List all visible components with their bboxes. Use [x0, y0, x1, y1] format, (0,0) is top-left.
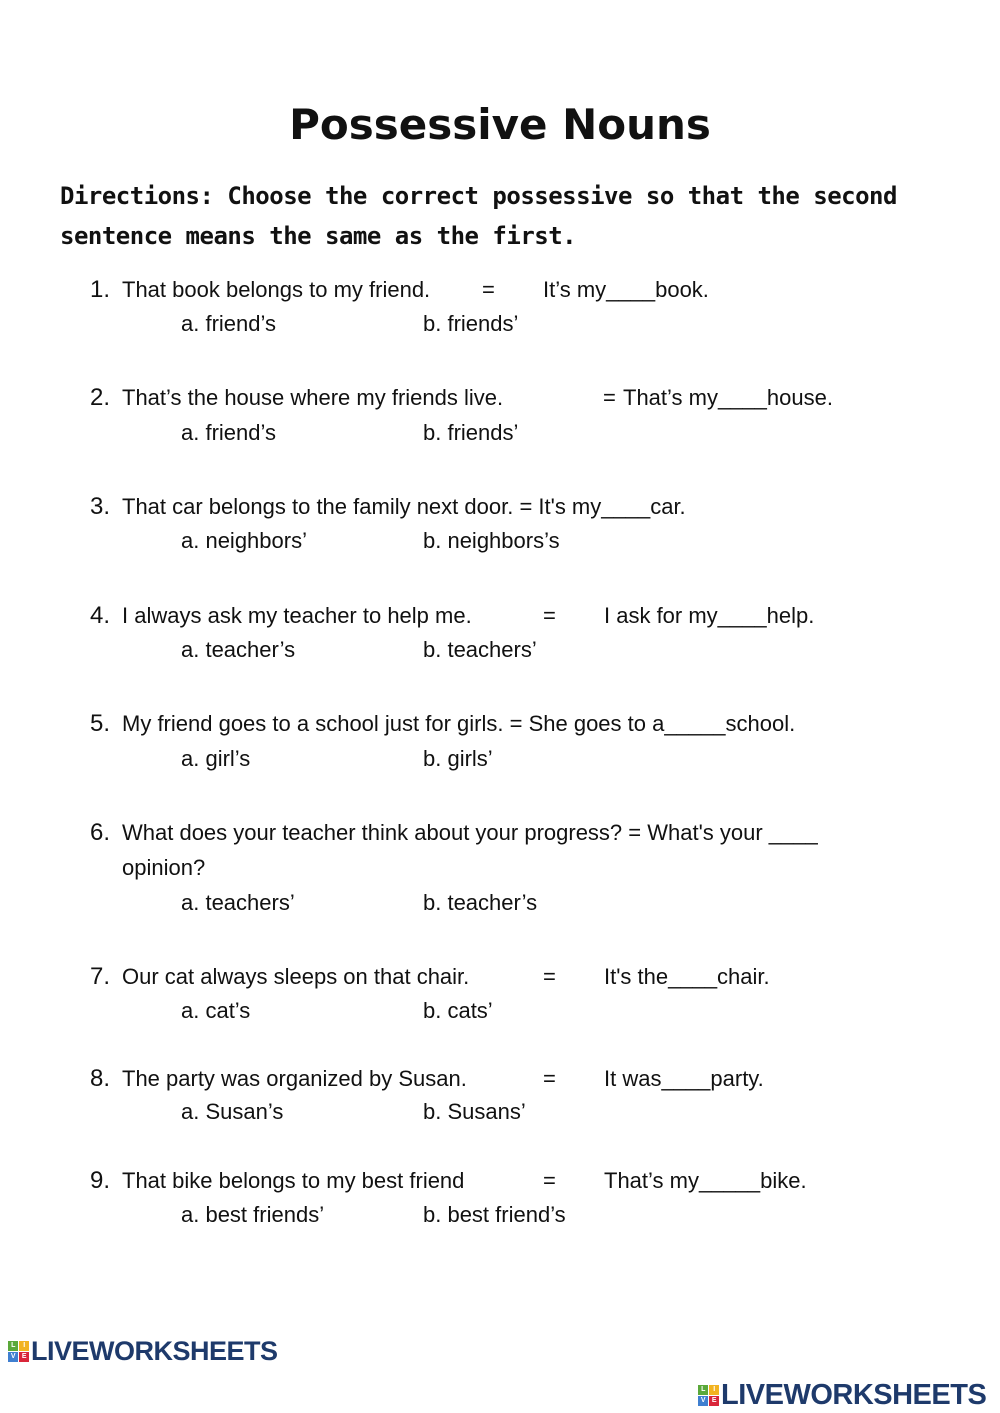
question-number: 6. [90, 819, 111, 846]
question-number: 8. [90, 1065, 111, 1092]
question-sentence: Our cat always sleeps on that chair. [122, 964, 470, 989]
option-a[interactable]: a. girl’s [181, 746, 251, 771]
answer-sentence: It was____party. [604, 1066, 764, 1091]
logo-text: LIVEWORKSHEETS [31, 1336, 278, 1366]
question-number: 4. [90, 602, 111, 629]
question-number: 9. [90, 1167, 111, 1194]
answer-sentence: That’s my____house. [623, 385, 833, 410]
logo-block: E [19, 1352, 29, 1362]
question-number: 1. [90, 276, 111, 303]
option-a[interactable]: a. teachers’ [181, 890, 295, 915]
page-title: Possessive Nouns [289, 100, 711, 149]
directions: Directions: Choose the correct possessive so that the second sentence means the same as the first. [60, 182, 897, 250]
option-b[interactable]: b. Susans’ [423, 1099, 526, 1124]
question-sentence: That bike belongs to my best friend [122, 1168, 465, 1193]
question-sentence: I always ask my teacher to help me. [122, 603, 472, 628]
question-number: 5. [90, 710, 111, 737]
option-b[interactable]: b. teachers’ [423, 637, 537, 662]
option-b[interactable]: b. friends’ [423, 311, 519, 336]
logo-block: V [8, 1352, 18, 1362]
option-a[interactable]: a. neighbors’ [181, 528, 307, 553]
option-a[interactable]: a. friend’s [181, 311, 276, 336]
equals-sign: = [543, 1168, 556, 1193]
question-continuation: opinion? [122, 855, 206, 880]
question-number: 7. [90, 963, 111, 990]
question-sentence: My friend goes to a school just for girls. = She goes to a_____school. [122, 711, 796, 736]
question-sentence: That car belongs to the family next door. = It's my____car. [122, 494, 686, 519]
answer-sentence: I ask for my____help. [604, 603, 815, 628]
liveworksheets-logo [698, 1379, 986, 1412]
logo-block: I [19, 1341, 29, 1351]
option-a[interactable]: a. best friends’ [181, 1202, 325, 1227]
answer-sentence: That’s my_____bike. [604, 1168, 807, 1193]
question-sentence: That book belongs to my friend. [122, 277, 431, 302]
question-sentence: What does your teacher think about your progress? = What's your ____ [122, 820, 818, 845]
logo-text: LIVEWORKSHEETS [721, 1379, 987, 1411]
question-number: 2. [90, 384, 111, 411]
logo-blocks-icon [698, 1385, 719, 1406]
question-number: 3. [90, 493, 111, 520]
answer-sentence: It's the____chair. [604, 964, 770, 989]
logo-block: L [8, 1341, 18, 1351]
answer-sentence: It’s my____book. [543, 277, 709, 302]
equals-sign: = [543, 964, 556, 989]
equals-sign: = [543, 603, 556, 628]
logo-block: V [698, 1396, 708, 1406]
liveworksheets-logo [8, 1336, 278, 1367]
option-b[interactable]: b. friends’ [423, 420, 519, 445]
question-sentence: That’s the house where my friends live. [122, 385, 504, 410]
logo-block: I [709, 1385, 719, 1395]
option-b[interactable]: b. best friend’s [423, 1202, 566, 1227]
option-a[interactable]: a. friend’s [181, 420, 276, 445]
option-b[interactable]: b. cats’ [423, 998, 493, 1023]
option-a[interactable]: a. Susan’s [181, 1099, 284, 1124]
option-a[interactable]: a. cat’s [181, 998, 251, 1023]
option-a[interactable]: a. teacher’s [181, 637, 296, 662]
logo-block: E [709, 1396, 719, 1406]
logo-block: L [698, 1385, 708, 1395]
logo-blocks-icon [8, 1341, 29, 1362]
option-b[interactable]: b. neighbors’s [423, 528, 560, 553]
equals-sign: = [603, 385, 616, 410]
option-b[interactable]: b. teacher’s [423, 890, 538, 915]
option-b[interactable]: b. girls’ [423, 746, 493, 771]
equals-sign: = [543, 1066, 556, 1091]
equals-sign: = [482, 277, 495, 302]
question-sentence: The party was organized by Susan. [122, 1066, 467, 1091]
